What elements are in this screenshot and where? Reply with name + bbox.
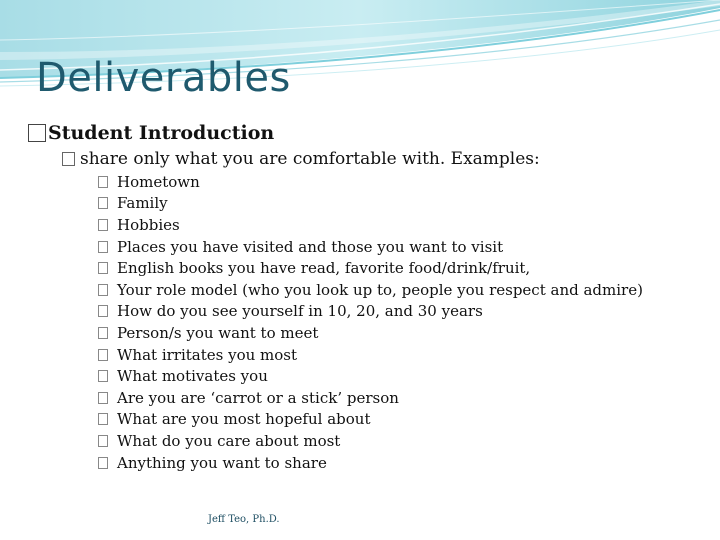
list-item: English books you have read, favorite food/drink/fruit, — [98, 257, 643, 279]
examples-list — [98, 171, 643, 473]
heading-bullet — [28, 122, 274, 144]
subheading-text: share only what you are comfortable with. Examples: — [80, 149, 540, 169]
square-outline-bullet-icon — [98, 327, 108, 339]
square-outline-bullet-icon — [98, 413, 108, 425]
square-outline-bullet-icon — [98, 176, 108, 188]
list-item: What motivates you — [98, 365, 643, 387]
list-item: Family — [98, 193, 643, 215]
square-outline-bullet-icon — [98, 349, 108, 361]
square-outline-bullet-icon — [98, 370, 108, 382]
slide-title: Deliverables — [36, 55, 291, 101]
square-outline-bullet-icon — [98, 435, 108, 447]
list-item: How do you see yourself in 10, 20, and 30 years — [98, 301, 643, 323]
list-item: Places you have visited and those you want to visit — [98, 236, 643, 258]
square-outline-bullet-icon — [98, 219, 108, 231]
list-item: Your role model (who you look up to, people you respect and admire) — [98, 279, 643, 301]
list-item: Are you are ‘carrot or a stick’ person — [98, 387, 643, 409]
list-item: Hometown — [98, 171, 643, 193]
square-outline-bullet-icon — [98, 457, 108, 469]
list-item: What are you most hopeful about — [98, 409, 643, 431]
square-outline-bullet-icon — [98, 305, 108, 317]
list-item: Person/s you want to meet — [98, 322, 643, 344]
square-outline-bullet-icon — [98, 392, 108, 404]
square-outline-bullet-icon — [98, 197, 108, 209]
heading-text: Student Introduction — [48, 122, 275, 144]
list-item: What irritates you most — [98, 344, 643, 366]
list-item: Hobbies — [98, 214, 643, 236]
square-outline-bullet-icon — [28, 124, 46, 142]
square-outline-bullet-icon — [62, 152, 75, 166]
list-item: Anything you want to share — [98, 452, 643, 474]
list-item: What do you care about most — [98, 430, 643, 452]
square-outline-bullet-icon — [98, 284, 108, 296]
square-outline-bullet-icon — [98, 241, 108, 253]
square-outline-bullet-icon — [98, 262, 108, 274]
subheading-bullet — [62, 149, 540, 169]
author-footer: Jeff Teo, Ph.D. — [208, 514, 280, 525]
